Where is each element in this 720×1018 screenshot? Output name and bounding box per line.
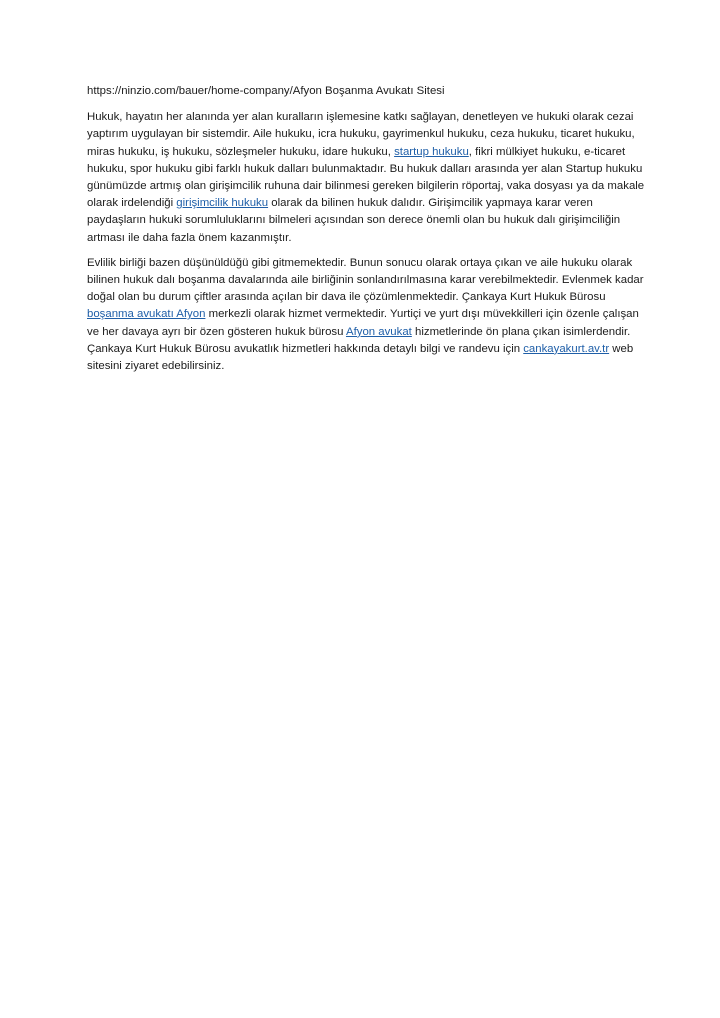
paragraph2-text-a: Evlilik birliği bazen düşünüldüğü gibi gitmemektedir. Bunun sonucu olarak ortaya çıkan ve aile hukuku olarak bilinen hukuk dalı boşanma davalarında aile birliğinin sonlandırılmasına karar verebilmektedir. Evlenmek kadar doğal olan bu durum çiftler arasında açılan bir dava ile çözümlenmektedir. Çankaya Kurt Hukuk Bürosu xyxy=(87,256,644,304)
cankayakurt-website-link[interactable]: cankayakurt.av.tr xyxy=(523,342,610,355)
afyon-lawyer-link[interactable]: Afyon avukat xyxy=(345,325,412,338)
paragraph-law-overview xyxy=(87,109,647,247)
paragraph2-text-d: web sitesini ziyaret edebilirsiniz. xyxy=(87,342,634,373)
divorce-lawyer-afyon-link[interactable]: boşanma avukatı Afyon xyxy=(87,308,206,321)
source-url-line: https://ninzio.com/bauer/home-company/Afyon Boşanma Avukatı Sitesi xyxy=(87,85,445,97)
document-body xyxy=(87,83,647,383)
startup-law-link[interactable]: startup hukuku xyxy=(394,145,469,158)
paragraph1-text-b: , fikri mülkiyet hukuku, e-ticaret hukuku, spor hukuku gibi farklı hukuk dalları bulunmaktadır. Bu hukuk dalları arasında yer alan Startup hukuku günümüzde artmış olan girişimcilik ruhuna dair bilinmesi gereken bilgilerin röportaj, vaka dosyası ya da makale olarak irdelendiği xyxy=(87,145,645,210)
paragraph2-text-c: hizmetlerinde ön plana çıkan isimlerdendir. Çankaya Kurt Hukuk Bürosu avukatlık hizmetleri hakkında detaylı bilgi ve randevu için xyxy=(87,325,631,355)
paragraph2-text-b: merkezli olarak hizmet vermektedir. Yurtiçi ve yurt dışı müvekkilleri için özenle çalışan ve her davaya ayrı bir özen gösteren hukuk bürosu xyxy=(87,308,639,338)
paragraph-divorce-lawyer xyxy=(87,255,647,375)
paragraph1-text-c: olarak da bilinen hukuk dalıdır. Girişimcilik yapmaya karar veren paydaşların hukuki sorumluluklarını bilmeleri açısından son derece önemli olan bu hukuk dalı girişimciliğin artması ile daha fazla önem kazanmıştır. xyxy=(87,197,621,244)
entrepreneurship-law-link[interactable]: girişimcilik hukuku xyxy=(176,197,269,210)
paragraph1-text-a: Hukuk, hayatın her alanında yer alan kuralların işlemesine katkı sağlayan, denetleyen ve hukuki olarak cezai yaptırım uygulayan bir sistemdir. Aile hukuku, icra hukuku, gayrimenkul hukuku, ceza hukuku, ticaret hukuku, miras hukuku, iş hukuku, sözleşmeler hukuku, idare hukuku, xyxy=(87,111,635,158)
